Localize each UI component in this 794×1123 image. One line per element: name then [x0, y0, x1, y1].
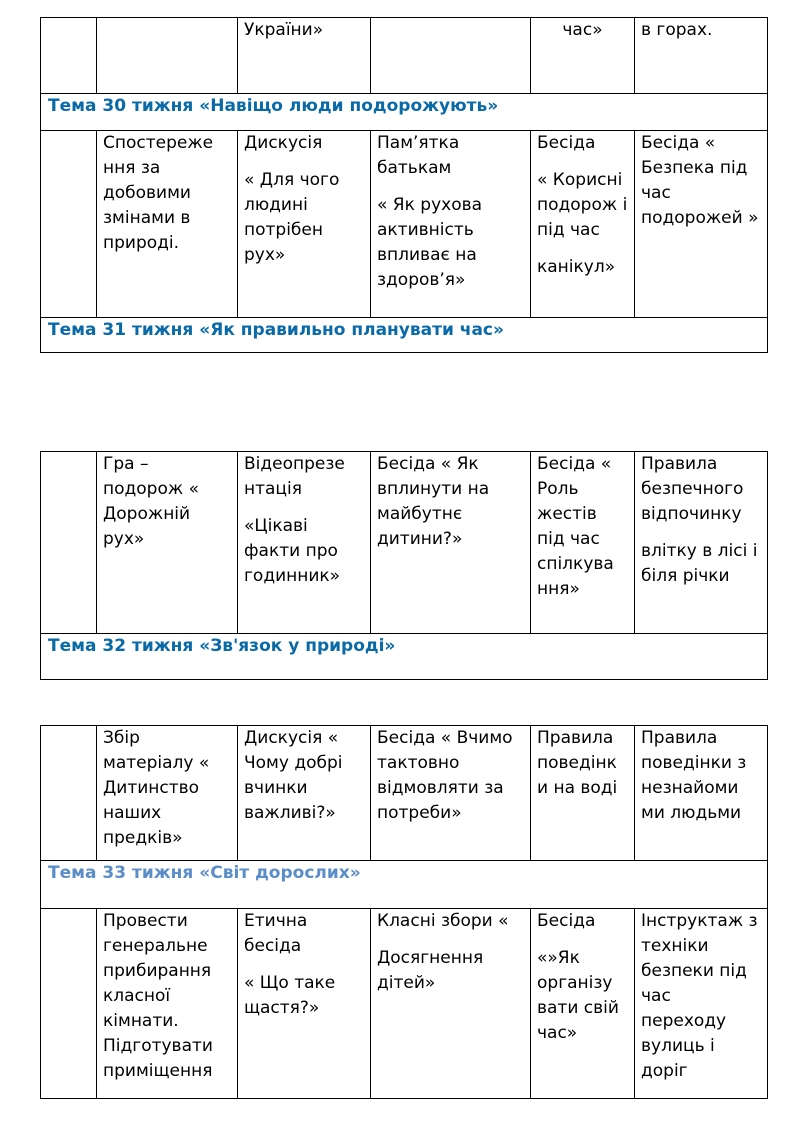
- table-row: [41, 131, 768, 318]
- cell-paragraph: Бесіда: [537, 911, 596, 931]
- activity-cell-2: [238, 452, 371, 634]
- cell-paragraph: влітку в лісі і біля річки: [641, 541, 758, 586]
- cell-paragraph: «»Як організу вати свій час»: [537, 948, 619, 1043]
- table-row: [41, 452, 768, 634]
- activity-cell-1: [97, 452, 238, 634]
- cell-paragraph: України»: [244, 20, 324, 40]
- activity-cell-4: [531, 909, 635, 1099]
- cell-paragraph: «Цікаві факти про годинник»: [244, 516, 341, 586]
- activity-cell-1: [97, 18, 238, 94]
- cell-paragraph: Бесіда « Безпека під час подорожей »: [641, 133, 759, 228]
- cell-paragraph: Пам’ятка батькам: [377, 133, 460, 178]
- activity-cell-2: [238, 131, 371, 318]
- activity-cell-5: [635, 452, 768, 634]
- cell-paragraph: Правила поведінки з незнайоми ми людьми: [641, 728, 747, 823]
- cell-paragraph: Етична бесіда: [244, 911, 308, 956]
- theme-row: [41, 318, 768, 353]
- plan-table-2: [40, 451, 768, 680]
- activity-cell-3: [371, 18, 531, 94]
- plan-table-3: [40, 725, 768, 1099]
- cell-paragraph: Бесіда: [537, 133, 596, 153]
- cell-paragraph: Бесіда « Як вплинути на майбутнє дитини?»: [377, 454, 490, 549]
- cell-paragraph: « Для чого людині потрібен рух»: [244, 170, 340, 265]
- activity-cell-4: [531, 18, 635, 94]
- activity-cell-2: [238, 726, 371, 861]
- theme-30-title: Тема 30 тижня «Навіщо люди подорожують»: [41, 94, 768, 131]
- cell-paragraph: Класні збори «: [377, 911, 509, 931]
- cell-paragraph: Бесіда « Роль жестів під час спілкува ння»: [537, 454, 614, 599]
- theme-row: [41, 861, 768, 909]
- table-row: [41, 18, 768, 94]
- cell-paragraph: Правила безпечного відпочинку: [641, 454, 744, 524]
- table-row: [41, 909, 768, 1099]
- cell-paragraph: час»: [562, 20, 603, 40]
- cell-paragraph: Правила поведінк и на воді: [537, 728, 618, 798]
- cell-paragraph: Провести генеральне прибирання класної кімнати. Підготувати приміщення: [103, 911, 213, 1081]
- cell-paragraph: Інструктаж з техніки безпеки під час переходу вулиць і доріг: [641, 911, 758, 1081]
- activity-cell-2: [238, 18, 371, 94]
- cell-paragraph: канікул»: [537, 257, 616, 277]
- table-row: [41, 726, 768, 861]
- cell-paragraph: Відеопрезе нтація: [244, 454, 345, 499]
- activity-cell-5: [635, 909, 768, 1099]
- number-cell: [41, 726, 97, 861]
- cell-paragraph: « Корисні подорож і під час: [537, 170, 628, 240]
- cell-paragraph: Спостереже ння за добовими змінами в природі.: [103, 133, 214, 253]
- cell-paragraph: Гра – подорож « Дорожній рух»: [103, 454, 199, 549]
- activity-cell-1: [97, 909, 238, 1099]
- cell-paragraph: Дискусія: [244, 133, 323, 153]
- number-cell: [41, 452, 97, 634]
- number-cell: [41, 18, 97, 94]
- activity-cell-4: [531, 726, 635, 861]
- cell-paragraph: « Що таке щастя?»: [244, 973, 336, 1018]
- cell-paragraph: Дискусія « Чому добрі вчинки важливі?»: [244, 728, 343, 823]
- activity-cell-2: [238, 909, 371, 1099]
- cell-paragraph: в горах.: [641, 20, 713, 40]
- number-cell: [41, 909, 97, 1099]
- activity-cell-4: [531, 131, 635, 318]
- cell-paragraph: « Як рухова активність впливає на здоров’я»: [377, 195, 483, 290]
- activity-cell-1: [97, 726, 238, 861]
- activity-cell-3: [371, 909, 531, 1099]
- activity-cell-3: [371, 452, 531, 634]
- activity-cell-4: [531, 452, 635, 634]
- activity-cell-3: [371, 131, 531, 318]
- activity-cell-3: [371, 726, 531, 861]
- number-cell: [41, 131, 97, 318]
- cell-paragraph: Досягнення дітей»: [377, 948, 484, 993]
- activity-cell-1: [97, 131, 238, 318]
- theme-row: [41, 634, 768, 680]
- cell-paragraph: Бесіда « Вчимо тактовно відмовляти за потреби»: [377, 728, 513, 823]
- theme-row: [41, 94, 768, 131]
- theme-31-title: Тема 31 тижня «Як правильно планувати час»: [41, 318, 768, 353]
- plan-table-1: [40, 17, 768, 353]
- theme-33-title: Тема 33 тижня «Світ дорослих»: [41, 861, 768, 909]
- activity-cell-5: [635, 18, 768, 94]
- activity-cell-5: [635, 131, 768, 318]
- activity-cell-5: [635, 726, 768, 861]
- theme-32-title: Тема 32 тижня «Зв'язок у природі»: [41, 634, 768, 680]
- cell-paragraph: Збір матеріалу « Дитинство наших предків»: [103, 728, 210, 848]
